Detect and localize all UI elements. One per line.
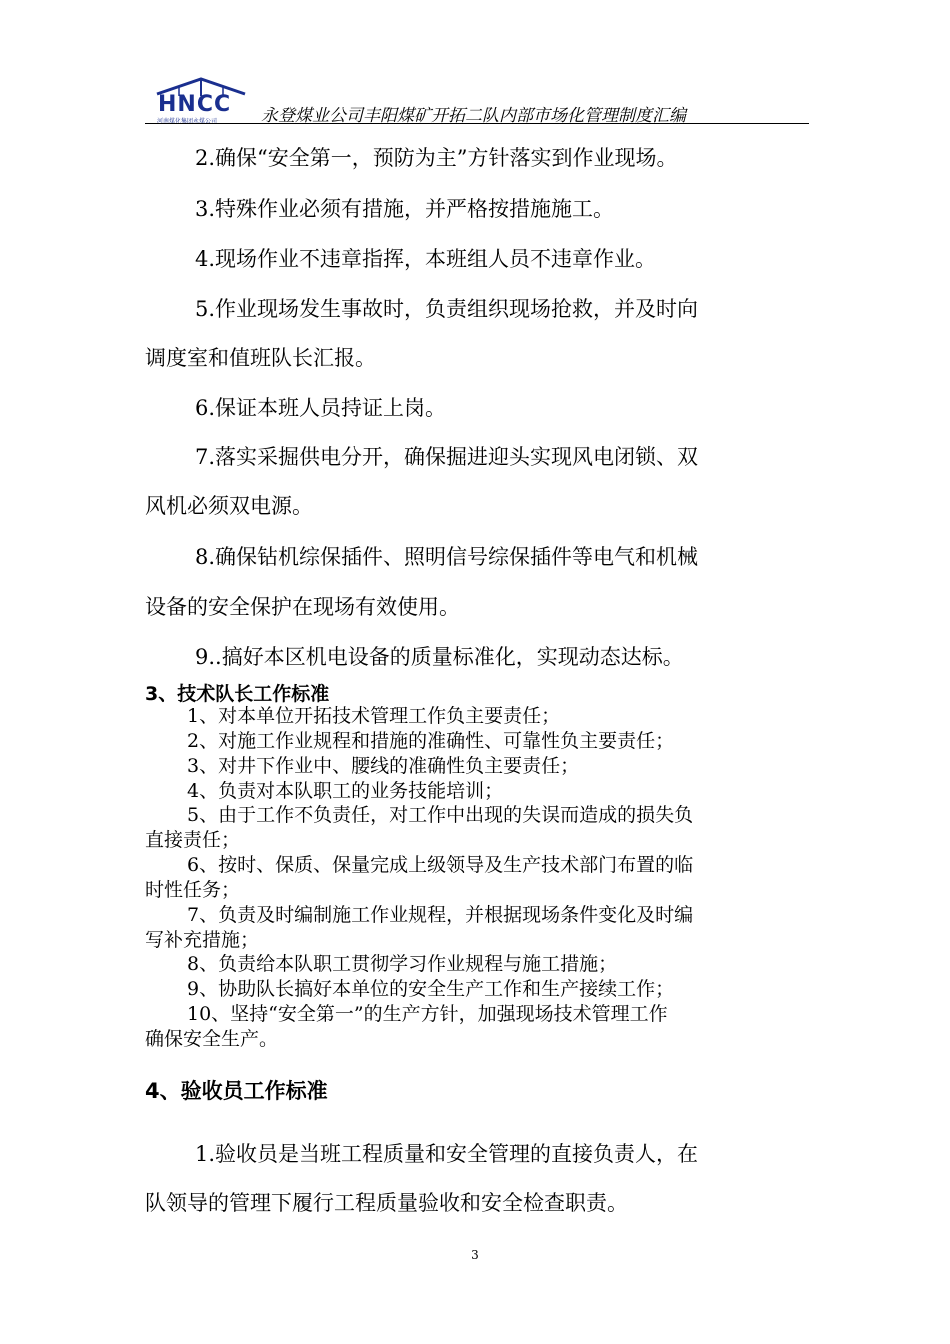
s3-line-4: 4、负责对本队职工的业务技能培训； [187, 780, 504, 802]
company-logo [155, 76, 247, 126]
s4-line-1-cont: 队领导的管理下履行工程质量验收和安全检查职责。 [145, 1191, 628, 1215]
s3-line-10-cont: 确保安全生产。 [145, 1028, 279, 1050]
page-header [145, 72, 809, 128]
item-5: 5.作业现场发生事故时，负责组织现场抢救，并及时向 [195, 297, 699, 321]
item-9: 9..搞好本区机电设备的质量标准化，实现动态达标。 [195, 645, 684, 669]
item-4: 4.现场作业不违章指挥，本班组人员不违章作业。 [195, 247, 657, 271]
section4-heading: 4、验收员工作标准 [145, 1079, 328, 1103]
item-6: 6.保证本班人员持证上岗。 [195, 396, 447, 420]
s3-line-7-cont: 写补充措施； [145, 929, 260, 951]
item-5-cont: 调度室和值班队长汇报。 [145, 346, 376, 370]
page-number: 3 [471, 1248, 479, 1262]
s3-line-5-cont: 直接责任； [145, 829, 241, 851]
s3-line-7: 7、负责及时编制施工作业规程，并根据现场条件变化及时编 [187, 904, 694, 926]
section3-heading: 3、技术队长工作标准 [145, 683, 330, 705]
s3-line-5: 5、由于工作不负责任，对工作中出现的失误而造成的损失负 [187, 804, 694, 826]
item-8-cont: 设备的安全保护在现场有效使用。 [145, 595, 460, 619]
s3-line-9: 9、协助队长搞好本单位的安全生产工作和生产接续工作； [187, 978, 675, 1000]
item-7-cont: 风机必须双电源。 [145, 494, 313, 518]
item-8: 8.确保钻机综保插件、照明信号综保插件等电气和机械 [195, 545, 699, 569]
s3-line-6-cont: 时性任务； [145, 879, 241, 901]
s3-line-8: 8、负责给本队职工贯彻学习作业规程与施工措施； [187, 953, 618, 975]
s3-line-10: 10、坚持“安全第一”的生产方针，加强现场技术管理工作 [187, 1003, 668, 1025]
s4-line-1: 1.验收员是当班工程质量和安全管理的直接负责人，在 [195, 1142, 699, 1166]
header-divider [145, 123, 809, 124]
item-7: 7.落实采掘供电分开，确保掘进迎头实现风电闭锁、双 [195, 445, 699, 469]
s3-line-6: 6、按时、保质、保量完成上级领导及生产技术部门布置的临 [187, 854, 694, 876]
logo-text: HNCC [158, 92, 232, 117]
s3-line-1: 1、对本单位开拓技术管理工作负主要责任； [187, 705, 561, 727]
s3-line-2: 2、对施工作业规程和措施的准确性、可靠性负主要责任； [187, 730, 675, 752]
item-3: 3.特殊作业必须有措施，并严格按措施施工。 [195, 197, 615, 221]
logo-subtext: 河南煤化集团永煤公司 [157, 118, 218, 125]
item-2: 2.确保“安全第一，预防为主”方针落实到作业现场。 [195, 146, 678, 170]
header-title: 永登煤业公司丰阳煤矿开拓二队内部市场化管理制度汇编 [261, 106, 686, 126]
s3-line-3: 3、对井下作业中、腰线的准确性负主要责任； [187, 755, 580, 777]
